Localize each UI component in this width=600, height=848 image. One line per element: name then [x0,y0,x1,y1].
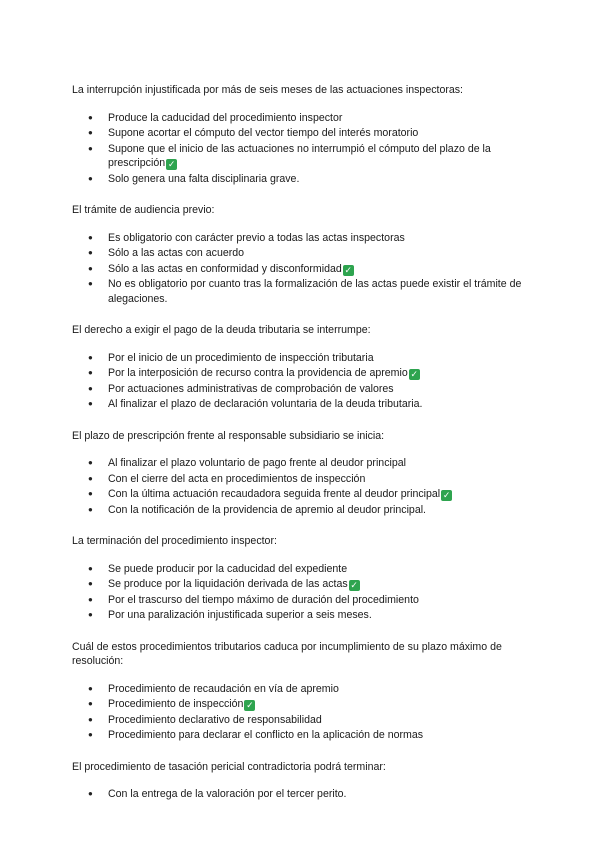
answer-option [72,351,550,366]
answer-text: Al finalizar el plazo de declaración voluntaria de la deuda tributaria. [108,398,423,410]
answer-option [72,397,550,412]
answer-option [72,593,550,608]
question-prompt: El derecho a exigir el pago de la deuda tributaria se interrumpe: [72,324,371,336]
answer-text: Sólo a las actas en conformidad y disconformidad [108,262,342,275]
answer-option [72,262,550,277]
answer-option [72,456,550,471]
answer-option [72,487,550,502]
answer-text: Sólo a las actas con acuerdo [108,247,245,259]
question-prompt: El procedimiento de tasación pericial contradictoria podrá terminar: [72,760,386,773]
answer-text: Por el trascurso del tiempo máximo de duración del procedimiento [108,593,419,606]
answer-text: Por el inicio de un procedimiento de inspección tributaria [108,351,374,364]
answer-option [72,682,550,697]
answer-option [72,111,550,126]
answer-option [72,126,550,141]
answer-text: Con la última actuación recaudadora seguida frente al deudor principal [108,488,441,500]
check-mark-icon: ✓ [167,159,176,169]
question-prompt: El plazo de prescripción frente al responsable subsidiario se inicia: [72,429,385,442]
check-mark-icon: ✓ [344,264,353,275]
question-block [72,760,550,802]
answer-list [72,787,550,802]
answer-option [72,713,550,728]
question-prompt: Cuál de estos procedimientos tributarios caduca por incumplimiento de su plazo máximo de resolución: [72,640,502,667]
answer-option [72,608,550,623]
answer-text: Al finalizar el plazo voluntario de pago frente al deudor principal [108,457,406,469]
answer-text: Por la interposición de recurso contra la providencia de apremio [108,367,408,379]
answer-option [72,142,550,171]
answer-option [72,366,550,381]
answer-text: Es obligatorio con carácter previo a todas las actas inspectoras [108,231,405,244]
answer-list [72,562,550,623]
question-prompt: El trámite de audiencia previo: [72,204,215,216]
answer-list [72,231,550,307]
question-block [72,429,550,518]
check-mark-icon: ✓ [246,700,254,710]
answer-text: Procedimiento de inspección [108,698,244,710]
answer-option [72,697,550,712]
answer-text: Procedimiento declarativo de responsabilidad [108,713,322,726]
answer-text: Por una paralización injustificada superior a seis meses. [108,609,372,621]
answer-text: Procedimiento para declarar el conflicto en la aplicación de normas [108,729,424,741]
answer-list [72,111,550,187]
answer-option [72,172,550,187]
answer-text: Con la notificación de la providencia de apremio al deudor principal. [108,503,427,516]
question-block [72,83,550,186]
answer-text: Procedimiento de recaudación en vía de apremio [108,682,339,695]
answer-text: Se puede producir por la caducidad del expediente [108,562,348,575]
question-block [72,534,550,623]
answer-text: Por actuaciones administrativas de comprobación de valores [108,382,394,395]
answer-text: Con el cierre del acta en procedimientos de inspección [108,472,366,485]
question-block [72,640,550,743]
answer-text: Supone acortar el cómputo del vector tiempo del interés moratorio [108,127,419,139]
answer-list [72,456,550,517]
answer-text: Solo genera una falta disciplinaria grave. [108,172,300,185]
answer-option [72,231,550,246]
question-prompt: La interrupción injustificada por más de seis meses de las actuaciones inspectoras: [72,84,463,96]
check-mark-icon: ✓ [410,369,418,379]
answer-option [72,503,550,518]
question-block [72,323,550,412]
answer-list [72,351,550,412]
answer-text: Con la entrega de la valoración por el tercer perito. [108,788,347,800]
answer-option [72,472,550,487]
question-prompt: La terminación del procedimiento inspector: [72,535,277,547]
question-block [72,203,550,306]
answer-text: Se produce por la liquidación derivada de las actas [108,578,348,590]
answer-option [72,277,550,306]
answer-option [72,382,550,397]
check-mark-icon: ✓ [442,490,451,500]
answer-text: Supone que el inicio de las actuaciones no interrumpió el cómputo del plazo de la prescripción [108,142,491,169]
answer-option [72,562,550,577]
answer-option [72,246,550,261]
answer-list [72,682,550,743]
answer-text: Produce la caducidad del procedimiento inspector [108,111,343,124]
answer-option [72,787,550,802]
answer-text: No es obligatorio por cuanto tras la formalización de las actas puede existir el trámite de alegaciones. [108,278,522,305]
check-mark-icon: ✓ [350,580,358,590]
answer-option [72,728,550,743]
answer-option [72,577,550,592]
